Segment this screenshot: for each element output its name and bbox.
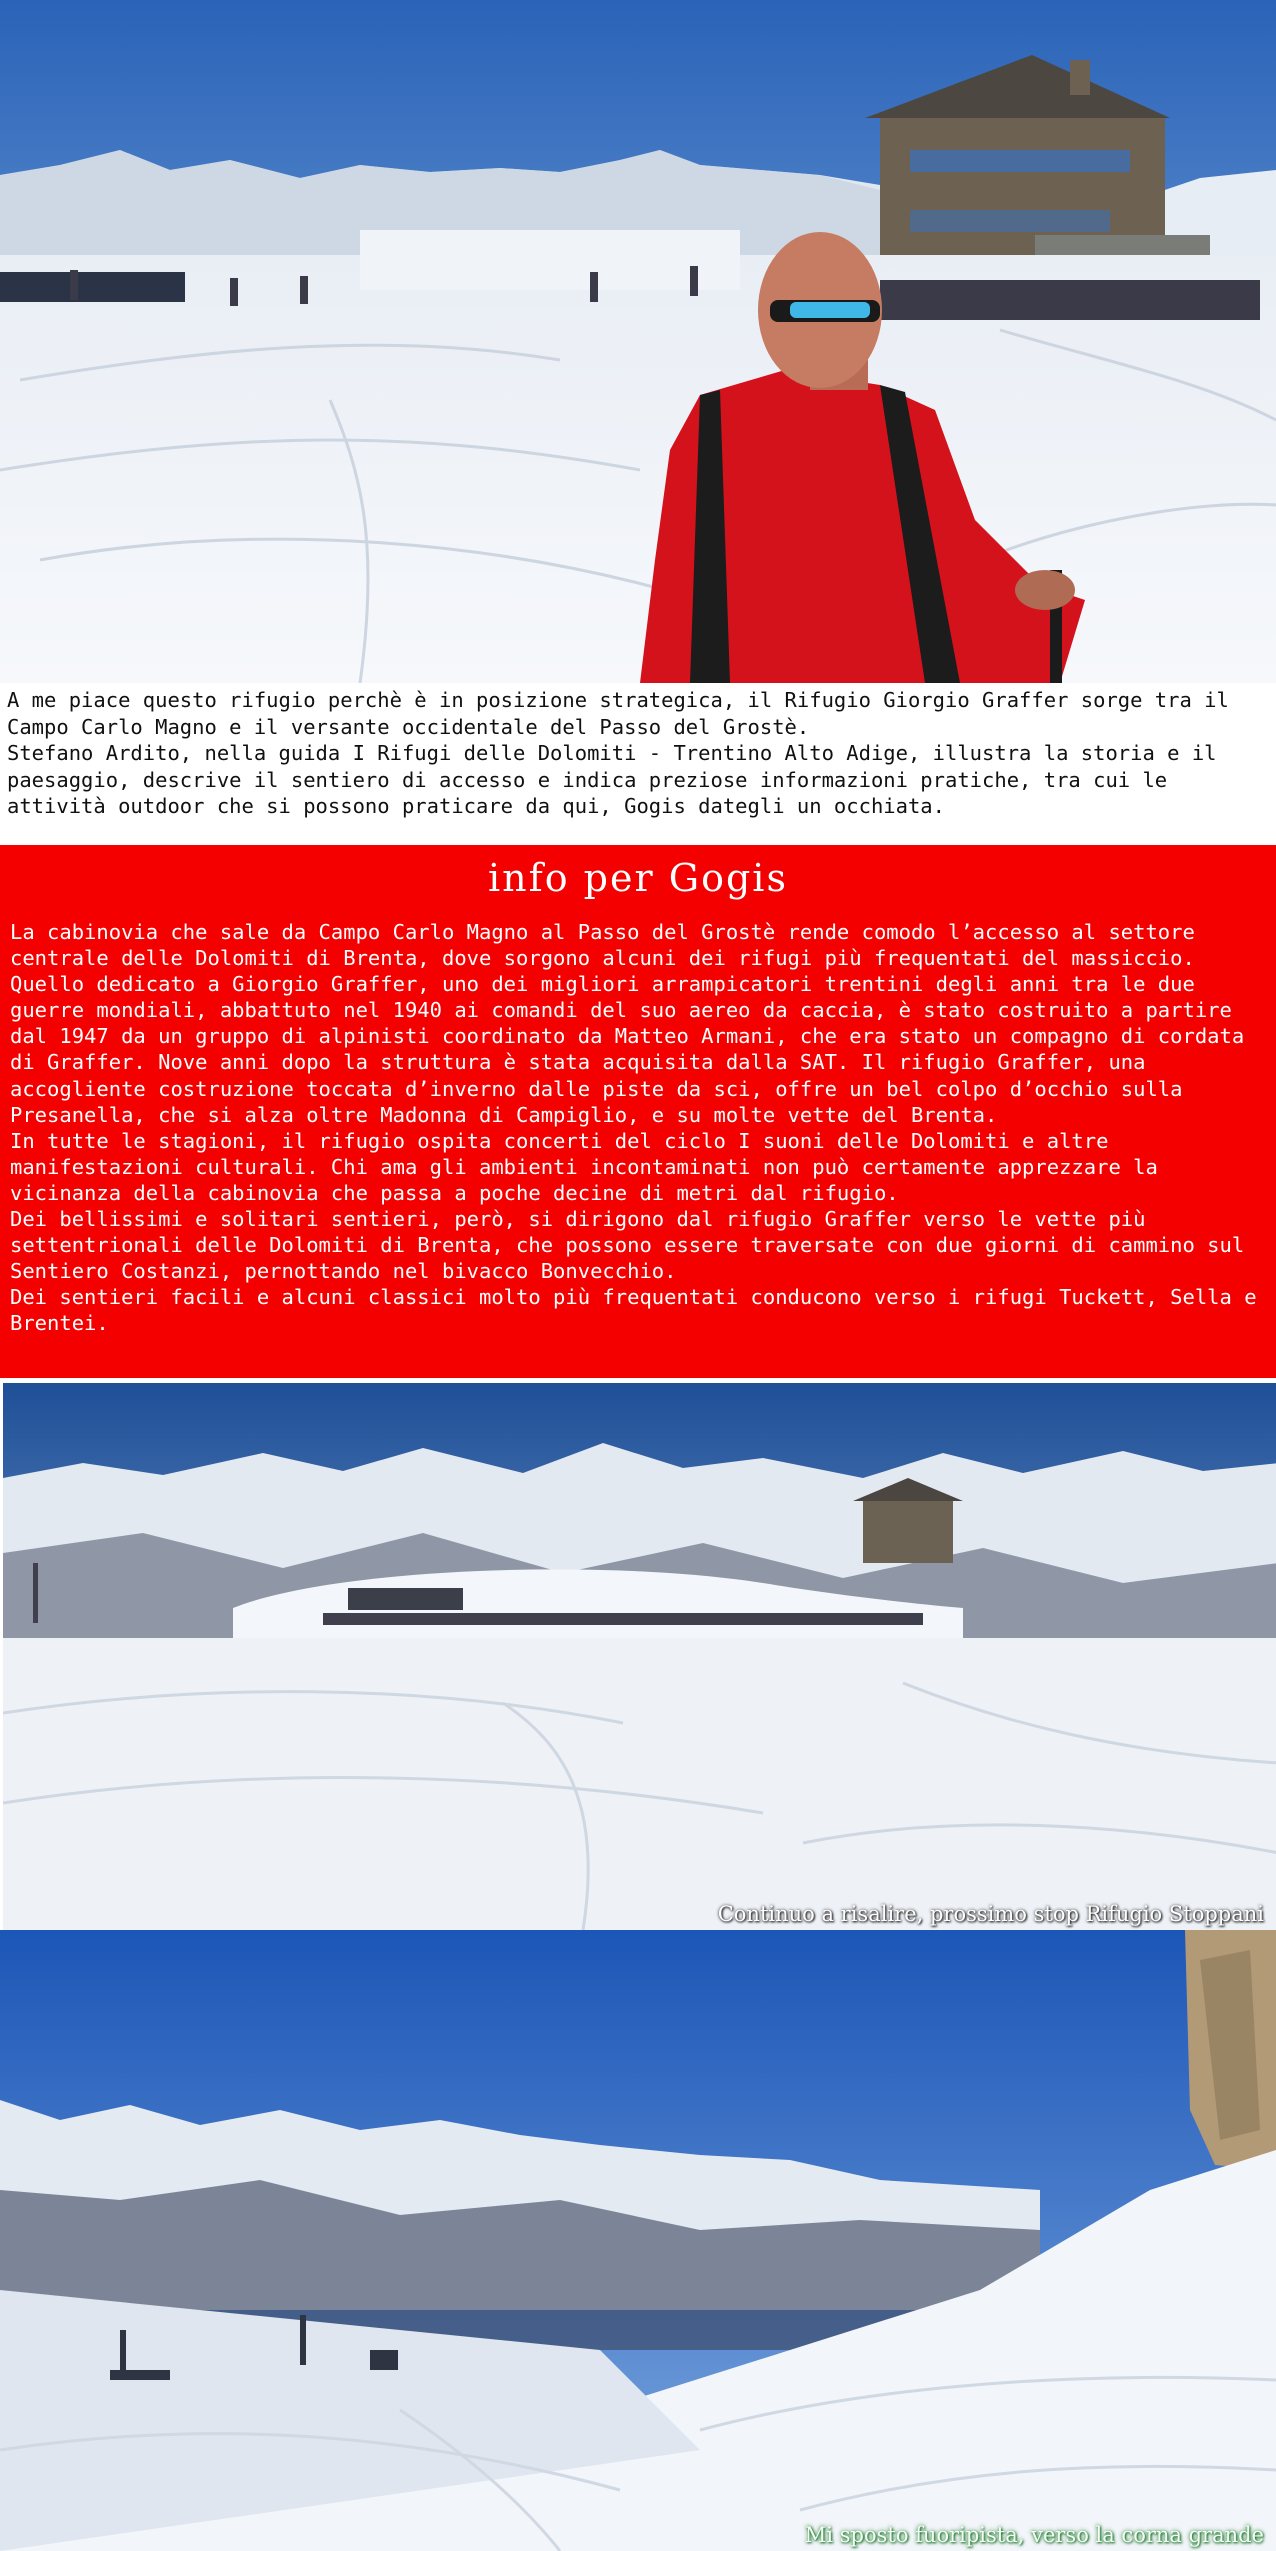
info-body: La cabinovia che sale da Campo Carlo Magno al Passo del Grostè rende comodo l’accesso al settore centrale delle Dolomiti di Brenta, dove sorgono alcuni dei rifugi più frequentati del massiccio. Quello dedicato a Giorgio Graffer, uno dei migliori arrampicatori trentini degli anni tra le due guerre mondiali, abbattuto nel 1940 ai comandi del suo aereo da caccia, è stato costruito a partire dal 1947 da un gruppo di alpinisti coordinato da Matteo Armani, che era stato un compagno di cordata di Graffer. Nove anni dopo la struttura è stata acquisita dalla SAT. Il rifugio Graffer, una accogliente costruzione toccata d’inverno dalle piste da sci, offre un bel colpo d’occhio sulla Presanella, che si alza oltre Madonna di Campiglio, e su molte vette del Brenta. In tutte le stagioni, il rifugio ospita concerti del ciclo I suoni delle Dolomiti e altre manifestazioni culturali. Chi ama gli ambienti incontaminati non può certamente apprezzare la vicinanza della cabinovia che passa a poche decine di metri dal rifugio. Dei bellissimi e solitari sentieri, però, si dirigono dal rifugio Graffer verso le vette più settentrionali delle Dolomiti di Brenta, che possono essere traversate con due giorni di cammino sul Sentiero Costanzi, pernottando nel bivacco Bonvecchio. Dei sentieri facili e alcuni classici molto più frequentati conducono verso i rifugi Tuckett, Sella e Brentei.	[10, 920, 1257, 1336]
ski-area-panorama-photo	[0, 1383, 1276, 1930]
info-panel	[0, 845, 1276, 1378]
hiker-refuge-photo	[0, 0, 1276, 683]
intro-paragraph: A me piace questo rifugio perchè è in posizione strategica, il Rifugio Giorgio Graffer sorge tra il Campo Carlo Magno e il versante occidentale del Passo del Grostè. Stefano Ardito, nella guida I Rifugi delle Dolomiti - Trentino Alto Adige, illustra la storia e il paesaggio, descrive il sentiero di accesso e indica preziose informazioni pratiche, tra cui le attività outdoor che si possono praticare da qui, Gogis dategli un occhiata.	[0, 684, 1276, 844]
off-piste-photo	[0, 1930, 1276, 2551]
photo-caption-corna-grande: Mi sposto fuoripista, verso la corna grande	[804, 2523, 1264, 2547]
info-title: info per Gogis	[488, 856, 788, 900]
photo-caption-stoppani: Continuo a risalire, prossimo stop Rifugio Stoppani	[717, 1902, 1264, 1926]
